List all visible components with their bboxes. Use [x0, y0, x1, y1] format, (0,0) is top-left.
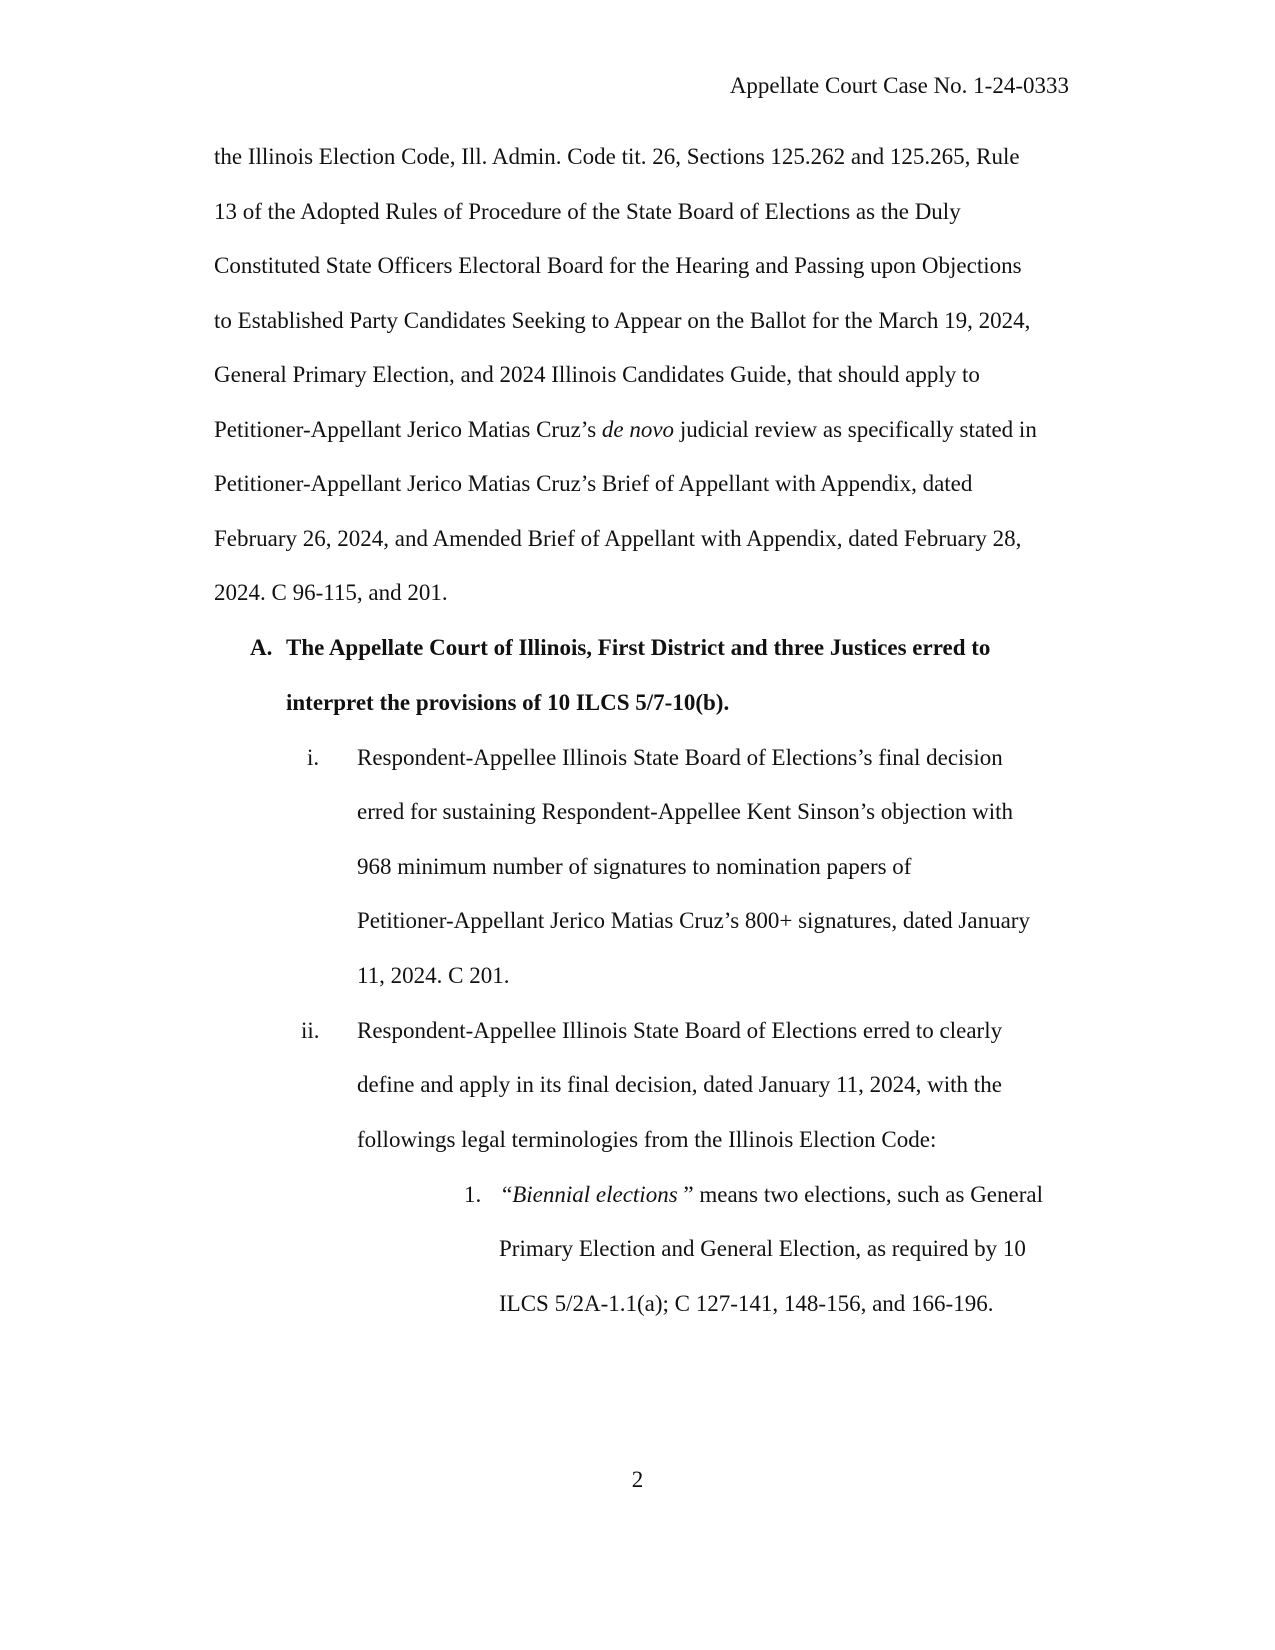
- case-number-header: Appellate Court Case No. 1-24-0333: [729, 73, 1069, 98]
- item-i-line: erred for sustaining Respondent-Appellee Kent Sinson’s objection with: [357, 799, 1014, 824]
- body-text: judicial review as specifically stated in: [674, 417, 1037, 442]
- body-line: [214, 416, 1037, 444]
- body-line: the Illinois Election Code, Ill. Admin. Code tit. 26, Sections 125.262 and 125.265, Rule: [214, 144, 1020, 169]
- body-line: to Established Party Candidates Seeking to Appear on the Ballot for the March 19, 2024,: [214, 308, 1031, 333]
- item-ii-line: define and apply in its final decision, dated January 11, 2024, with the: [357, 1072, 1002, 1097]
- open-quote: “: [502, 1182, 513, 1207]
- item-1-marker: 1.: [464, 1182, 482, 1207]
- de-novo-term: de novo: [601, 417, 675, 442]
- item-1-text: ” means two elections, such as General: [677, 1182, 1043, 1207]
- item-i-line: Petitioner-Appellant Jerico Matias Cruz’s 800+ signatures, dated January: [357, 908, 1030, 933]
- item-ii-line: followings legal terminologies from the Illinois Election Code:: [357, 1127, 937, 1152]
- section-a-heading-line: The Appellate Court of Illinois, First District and three Justices erred to: [286, 635, 991, 660]
- item-1-line: ILCS 5/2A-1.1(a); C 127-141, 148-156, and 166-196.: [499, 1291, 994, 1316]
- item-ii-marker: ii.: [301, 1018, 320, 1043]
- body-line: Petitioner-Appellant Jerico Matias Cruz’s Brief of Appellant with Appendix, dated: [214, 471, 973, 496]
- body-text: Petitioner-Appellant Jerico Matias Cruz’s: [214, 417, 602, 442]
- body-line: February 26, 2024, and Amended Brief of Appellant with Appendix, dated February 28,: [214, 526, 1022, 551]
- body-line: General Primary Election, and 2024 Illinois Candidates Guide, that should apply to: [214, 362, 980, 387]
- body-line: Constituted State Officers Electoral Board for the Hearing and Passing upon Objections: [214, 253, 1022, 278]
- body-line: 2024. C 96-115, and 201.: [214, 580, 448, 605]
- item-1-line: [502, 1181, 1043, 1209]
- item-ii-line: Respondent-Appellee Illinois State Board of Elections erred to clearly: [357, 1018, 1003, 1043]
- biennial-elections-term: Biennial elections: [512, 1182, 678, 1207]
- body-line: 13 of the Adopted Rules of Procedure of the State Board of Elections as the Duly: [214, 199, 961, 224]
- item-i-line: 11, 2024. C 201.: [357, 963, 510, 988]
- item-i-line: 968 minimum number of signatures to nomination papers of: [357, 854, 912, 879]
- item-1-line: Primary Election and General Election, as required by 10: [499, 1236, 1026, 1261]
- item-i-line: Respondent-Appellee Illinois State Board of Elections’s final decision: [357, 745, 1003, 770]
- item-i-marker: i.: [307, 745, 320, 770]
- page-number: 2: [631, 1467, 644, 1492]
- section-a-heading-line: interpret the provisions of 10 ILCS 5/7-10(b).: [286, 690, 730, 715]
- section-a-marker: A.: [250, 635, 273, 660]
